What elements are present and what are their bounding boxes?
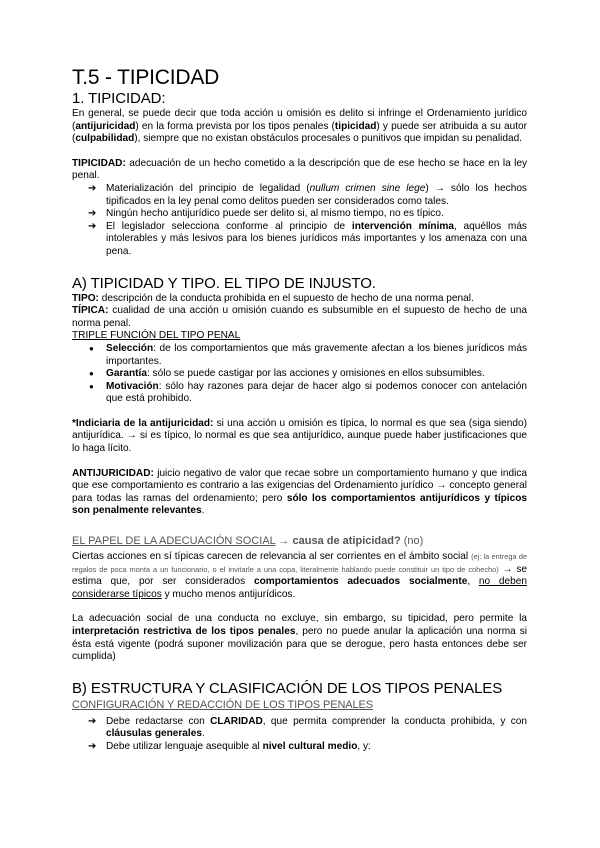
section-a-heading: A) TIPICIDAD Y TIPO. EL TIPO DE INJUSTO. [72, 274, 376, 292]
document-page [72, 66, 527, 754]
triple-funcion-heading: TRIPLE FUNCIÓN DEL TIPO PENAL [72, 330, 241, 342]
section-b-heading: B) ESTRUCTURA Y CLASIFICACIÓN DE LOS TIPOS PENALES [72, 679, 503, 697]
section-b-subheading: CONFIGURACIÓN Y REDACCIÓN DE LOS TIPOS PENALES [72, 698, 374, 711]
list-item: ● Selección: de los comportamientos que más gravemente afectan a los bienes jurídicos más importantes. [86, 343, 527, 368]
intro-paragraph: En general, se puede decir que toda acción u omisión es delito si infringe el Ordenamiento jurídico (antijuricidad) en la forma prevista por los tipos penales (tipicidad) y puede ser atribuida a su autor (culpabilidad), siempre que no existan obstáculos procesales o punitivos que impidan su penalidad. [72, 108, 527, 145]
triple-funcion-list [72, 343, 527, 406]
list-item: ➔ Debe redactarse con CLARIDAD, que permita comprender la conducta prohibida, y con cláusulas generales. [86, 716, 527, 741]
adecuacion-paragraph: La adecuación social de una conducta no excluye, sin embargo, su tipicidad, pero permite la interpretación restrictiva de los tipos penales, pero no puede anular la aplicación una norma si ésta está vigente (podrá suponer movilización para que se derogue, pero hasta entonces debe ser cumplida) [72, 613, 527, 663]
list-item: ➔ El legislador selecciona conforme al principio de intervención mínima, aquéllos más intolerables y más lesivos para los bienes jurídicos más importantes y los amenaza con una pena. [86, 221, 527, 259]
tipica-definition: TÍPICA: cualidad de una acción u omisión cuando es subsumible en el supuesto de hecho de una norma penal. [72, 305, 527, 329]
list-item: ● Motivación: sólo hay razones para dejar de hacer algo si podemos conocer con antelación que está prohibido. [86, 381, 527, 406]
indiciaria-paragraph: *Indiciaria de la antijuricidad: si una acción u omisión es típica, lo normal es que sea (siga siendo) antijurídica. → si es típico, lo normal es que sea antijurídico, aunque puede haber justificaciones que lo haga lícito. [72, 417, 527, 455]
list-item: ➔ Debe utilizar lenguaje asequible al nivel cultural medio, y: [86, 741, 527, 754]
tipicidad-definition: TIPICIDAD: adecuación de un hecho cometido a la descripción que de ese hecho se hace en la ley penal. [72, 157, 527, 182]
tipo-definition: TIPO: descripción de la conducta prohibida en el supuesto de hecho de una norma penal. [72, 292, 474, 304]
adecuacion-social-heading: EL PAPEL DE LA ADECUACIÓN SOCIAL → causa de atipicidad? (no) [72, 535, 424, 548]
page-title: T.5 - TIPICIDAD [72, 66, 220, 89]
section-1-heading: 1. TIPICIDAD: [72, 90, 166, 107]
list-item: ➔ Ningún hecho antijurídico puede ser delito si, al mismo tiempo, no es típico. [86, 208, 527, 221]
list-item: ● Garantía: sólo se puede castigar por las acciones y omisiones en ellos subsumibles. [86, 368, 527, 381]
ciertas-acciones-paragraph: Ciertas acciones en sí típicas carecen de relevancia al ser corrientes en el ámbito social (ej: la entrega de regalos de poca monta a un funcionario, o el invitarle a una copa, literalmente hablando puede constituir un tipo de cohecho) → se estima que, por ser considerados comportamientos adecuados socialmente, no deben considerarse típicos y mucho menos antijurídicos. [72, 551, 528, 600]
redaccion-arrow-list [72, 716, 527, 754]
tipicidad-arrow-list [72, 183, 527, 259]
list-item: ➔ Materialización del principio de legalidad (nullum crimen sine lege) → sólo los hechos tipificados en la ley penal como delitos pueden ser considerados como tales. [86, 183, 527, 208]
antijuricidad-paragraph: ANTIJURICIDAD: juicio negativo de valor que recae sobre un comportamiento humano y que indica que ese comportamiento es contrario a las exigencias del Ordenamiento jurídico → concepto general para todas las ramas del ordenamiento; pero sólo los comportamientos antijurídicos y típicos son penalmente relevantes. [72, 467, 527, 517]
